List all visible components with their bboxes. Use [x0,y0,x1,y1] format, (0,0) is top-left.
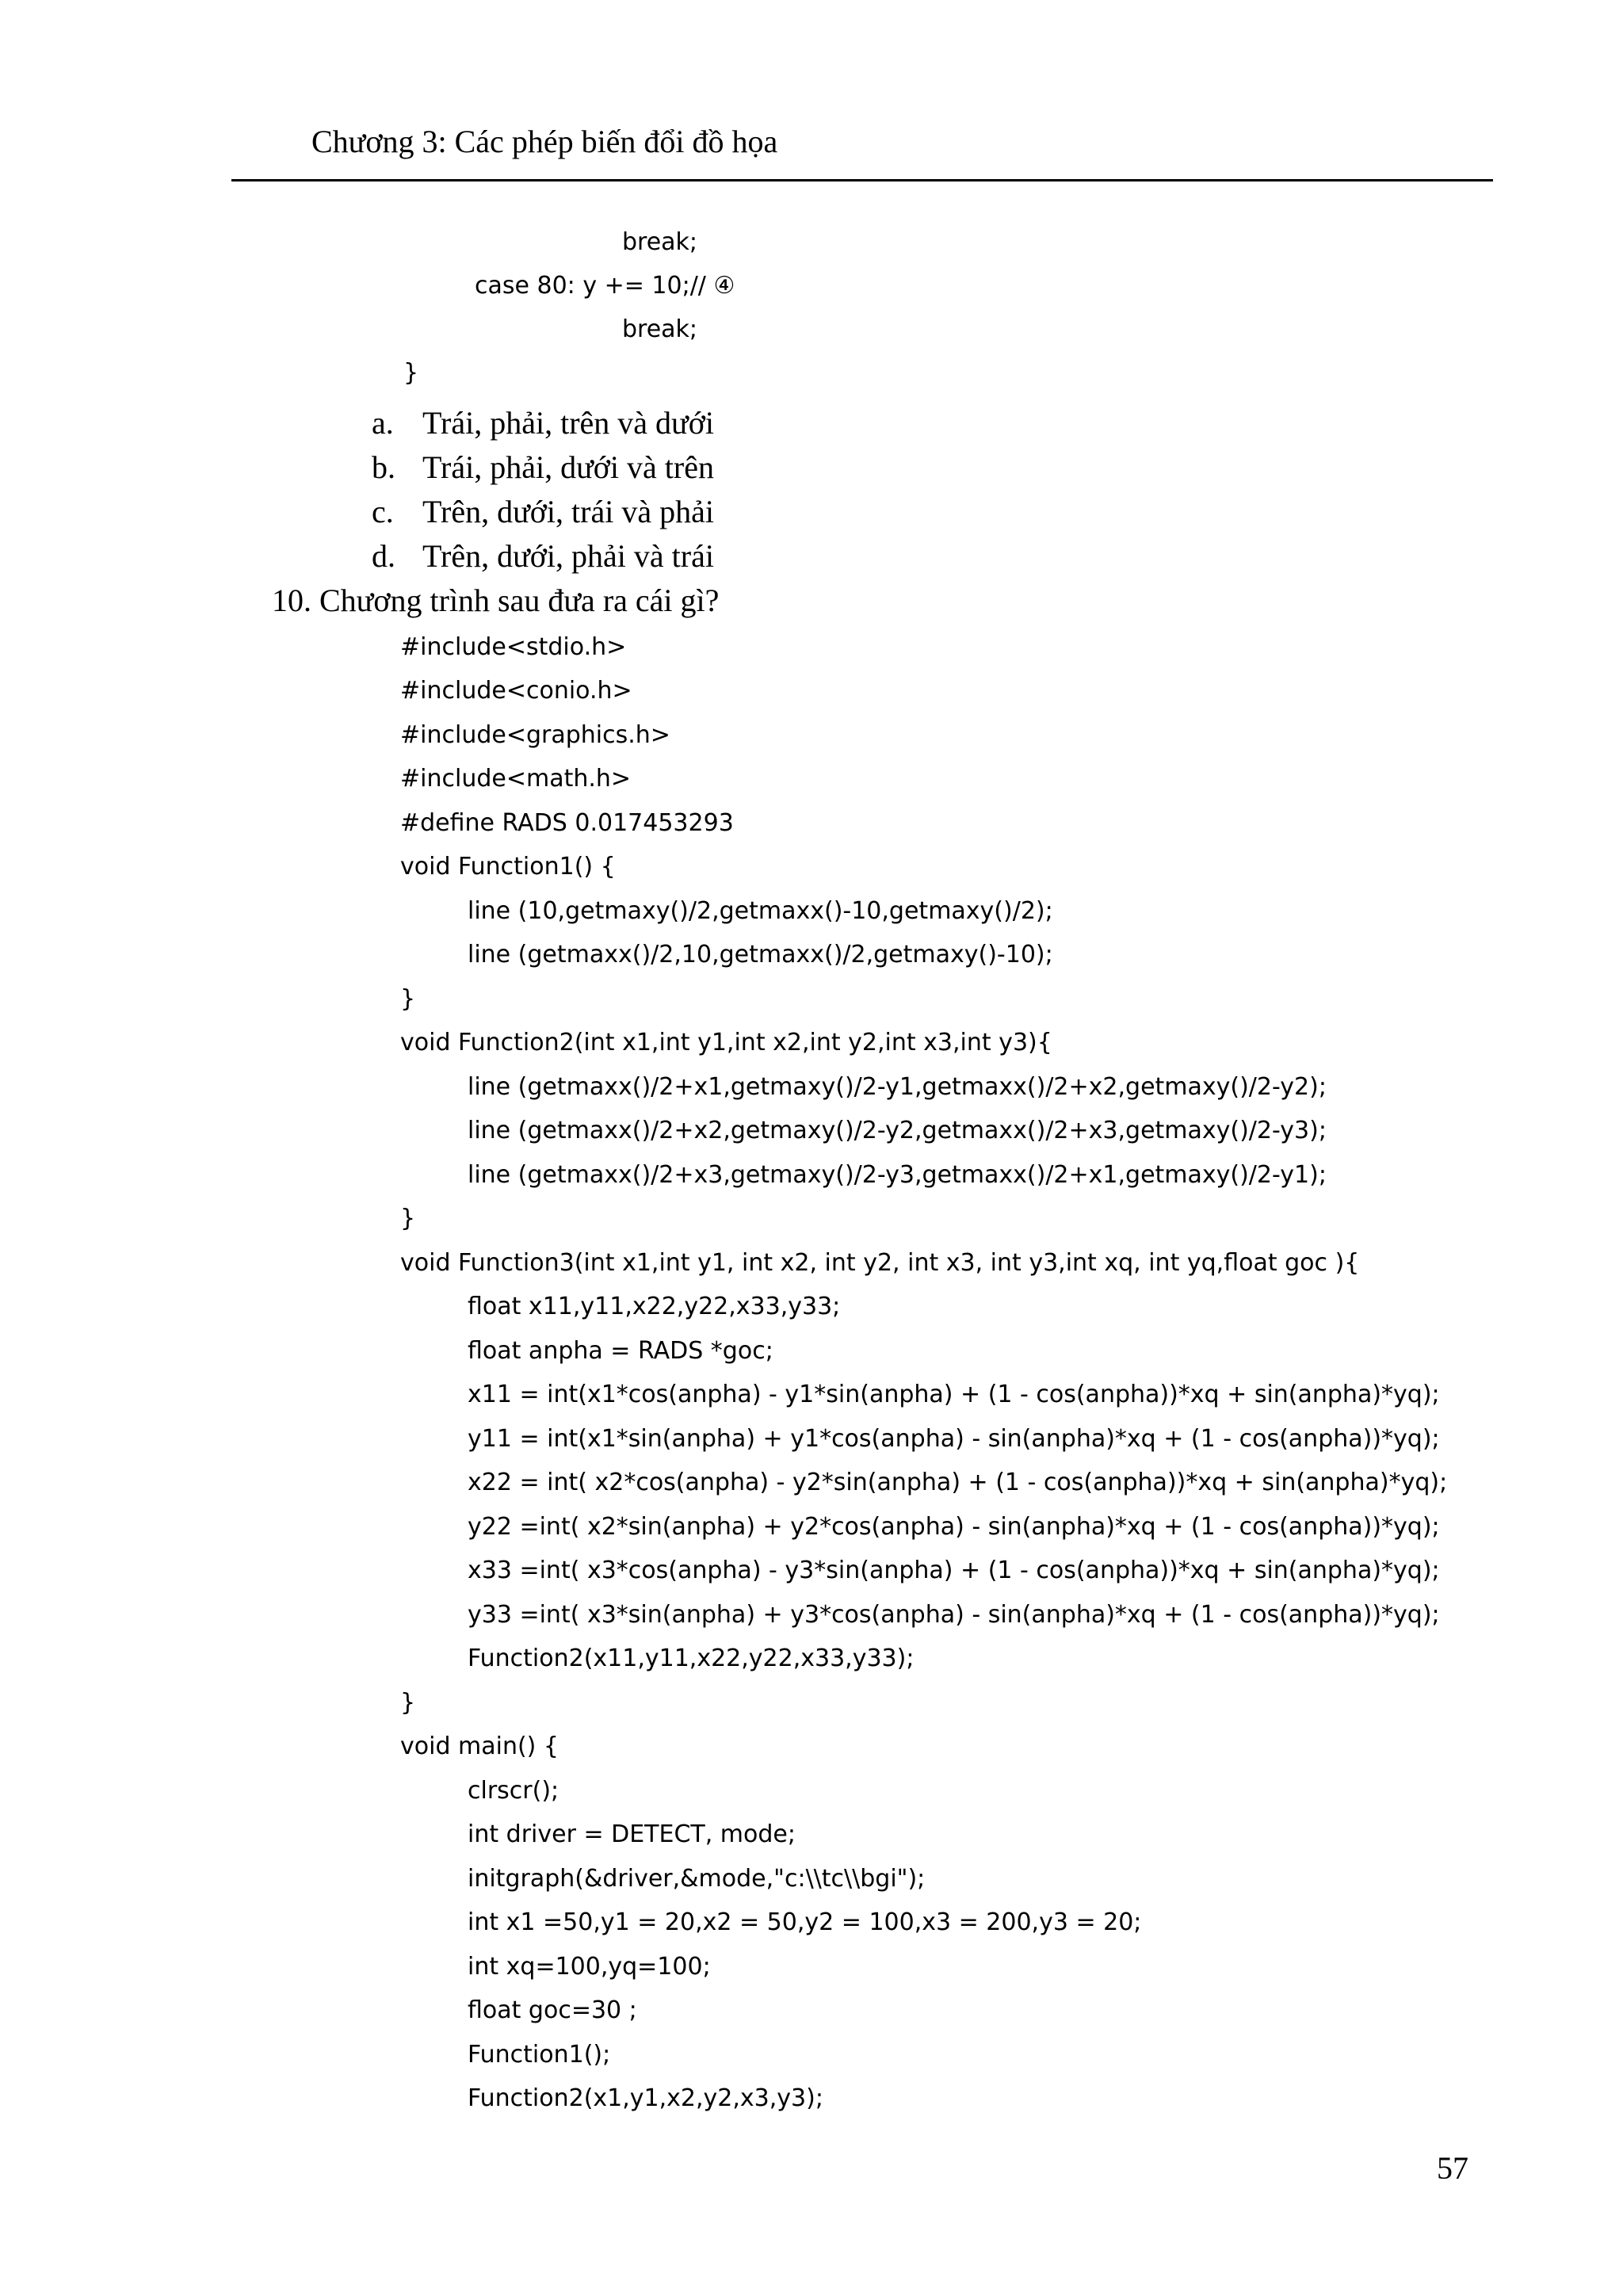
code-line: int x1 =50,y1 = 20,x2 = 50,y2 = 100,x3 = 200,y3 = 20; [468,1908,1142,1936]
page-number: 57 [1437,2150,1468,2186]
code-line: x11 = int(x1*cos(anpha) - y1*sin(anpha) + (1 - cos(anpha))*xq + sin(anpha)*yq); [468,1381,1440,1408]
option-text: Trái, phải, dưới và trên [422,449,714,485]
code-line: #include<conio.h> [400,677,632,705]
code-line: #define RADS 0.017453293 [400,809,734,837]
option-text: Trên, dưới, phải và trái [422,538,714,574]
code-line: y11 = int(x1*sin(anpha) + y1*cos(anpha) - sin(anpha)*xq + (1 - cos(anpha))*yq); [468,1425,1440,1453]
code-line: y33 =int( x3*sin(anpha) + y3*cos(anpha) - sin(anpha)*xq + (1 - cos(anpha))*yq); [468,1601,1440,1629]
chapter-title: Chương 3: Các phép biến đổi đồ họa [311,124,778,159]
code-line: break; [622,315,698,343]
code-line: void Function1() { [400,853,616,881]
option-label: a. [372,405,394,441]
code-line: line (getmaxx()/2,10,getmaxx()/2,getmaxy()-10); [468,941,1053,968]
option-label: b. [372,449,395,485]
code-line: float x11,y11,x22,y22,x33,y33; [468,1293,841,1320]
code-line: #include<stdio.h> [400,633,627,661]
code-line: break; [622,228,698,256]
option-label: c. [372,494,394,529]
code-line: } [400,1205,416,1232]
option-label: d. [372,538,395,574]
option-text: Trái, phải, trên và dưới [422,405,714,441]
code-line: y22 =int( x2*sin(anpha) + y2*cos(anpha) - sin(anpha)*xq + (1 - cos(anpha))*yq); [468,1513,1440,1541]
code-line: #include<graphics.h> [400,721,670,749]
header-divider [231,179,1493,181]
code-line: } [403,359,419,387]
code-line: int driver = DETECT, mode; [468,1820,796,1848]
code-line: void main() { [400,1733,559,1760]
code-line: void Function2(int x1,int y1,int x2,int y2,int x3,int y3){ [400,1029,1052,1056]
code-line: initgraph(&driver,&mode,"c:\\tc\\bgi"); [468,1865,926,1893]
code-line: line (10,getmaxy()/2,getmaxx()-10,getmaxy()/2); [468,897,1053,925]
code-line: line (getmaxx()/2+x1,getmaxy()/2-y1,getmaxx()/2+x2,getmaxy()/2-y2); [468,1073,1327,1101]
question-10-text: 10. Chương trình sau đưa ra cái gì? [272,583,720,618]
code-line: Function2(x1,y1,x2,y2,x3,y3); [468,2084,823,2112]
code-line: line (getmaxx()/2+x3,getmaxy()/2-y3,getmaxx()/2+x1,getmaxy()/2-y1); [468,1161,1327,1189]
code-line: x33 =int( x3*cos(anpha) - y3*sin(anpha) + (1 - cos(anpha))*xq + sin(anpha)*yq); [468,1557,1440,1584]
code-line: Function2(x11,y11,x22,y22,x33,y33); [468,1645,915,1672]
code-line: float goc=30 ; [468,1996,637,2024]
option-text: Trên, dưới, trái và phải [422,494,714,529]
code-line: } [400,985,416,1013]
code-line: line (getmaxx()/2+x2,getmaxy()/2-y2,getmaxx()/2+x3,getmaxy()/2-y3); [468,1117,1327,1144]
code-line: #include<math.h> [400,765,632,793]
code-line: x22 = int( x2*cos(anpha) - y2*sin(anpha) + (1 - cos(anpha))*xq + sin(anpha)*yq); [468,1469,1448,1496]
code-line: int xq=100,yq=100; [468,1953,711,1981]
code-line: } [400,1689,416,1717]
code-line: case 80: y += 10;// ④ [475,272,735,300]
code-line: Function1(); [468,2041,611,2069]
code-line: void Function3(int x1,int y1, int x2, int y2, int x3, int y3,int xq, int yq,float goc ){ [400,1249,1360,1277]
code-line: float anpha = RADS *goc; [468,1337,773,1365]
code-line: clrscr(); [468,1777,559,1805]
